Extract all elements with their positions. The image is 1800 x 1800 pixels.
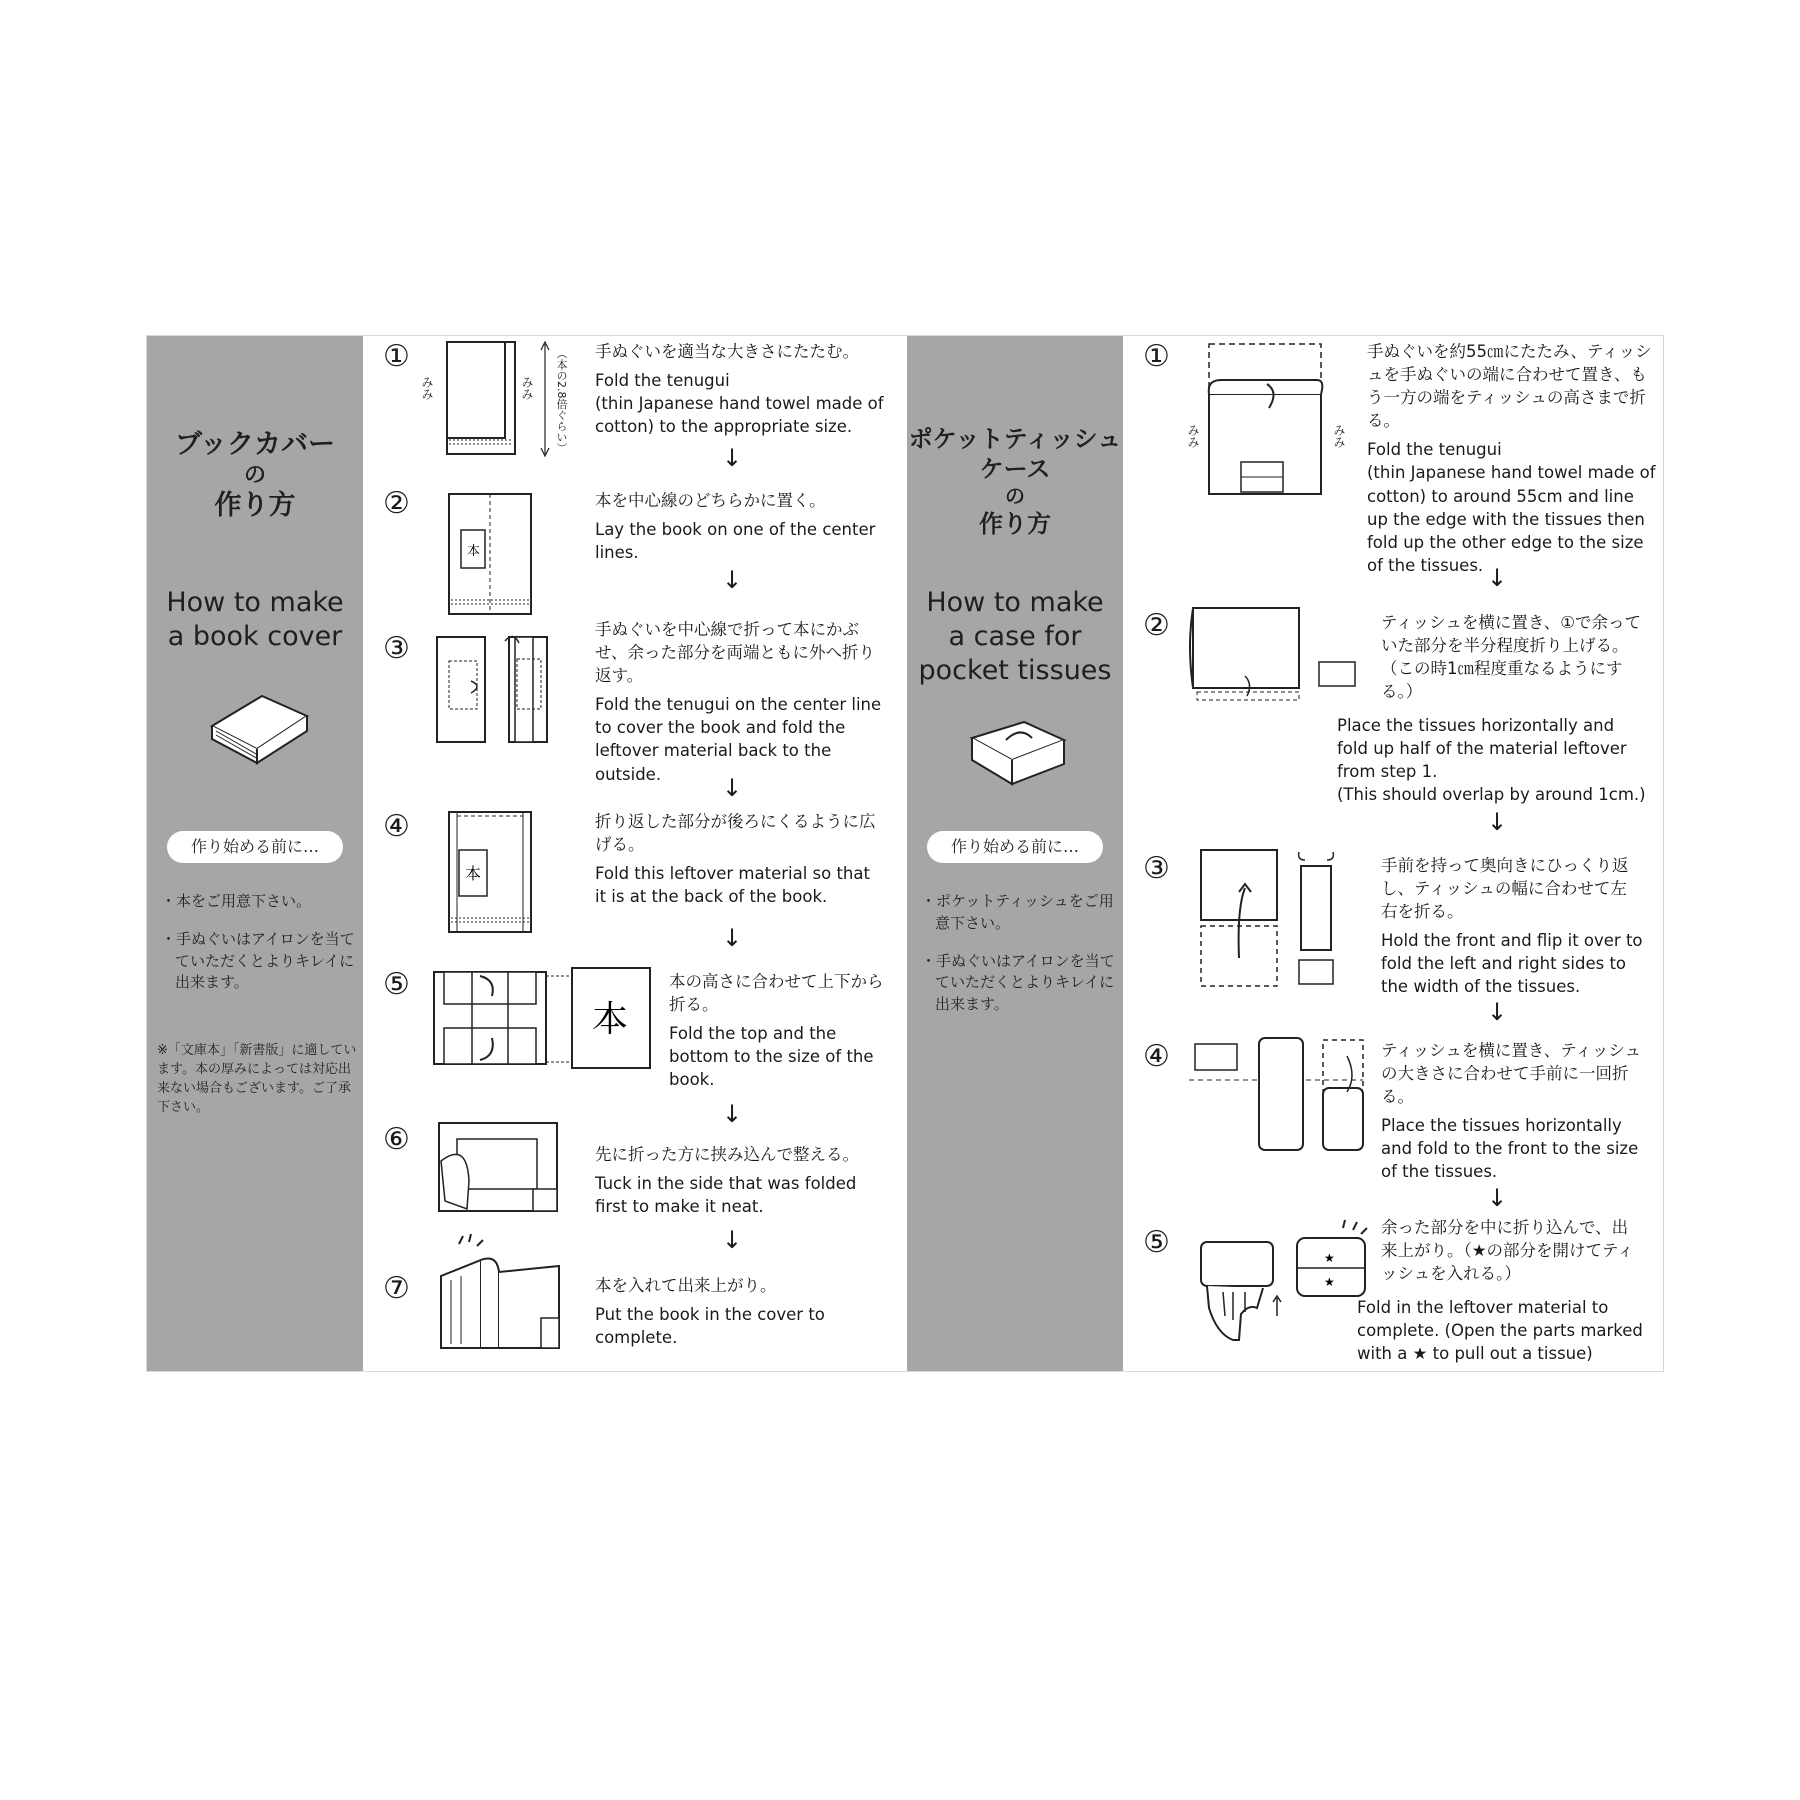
step-text xyxy=(1381,854,1643,999)
step-number: ② xyxy=(1143,608,1170,643)
step-number: ④ xyxy=(383,809,410,844)
down-arrow-icon: ↓ xyxy=(1487,564,1508,592)
step-en: Fold the tenugui (thin Japanese hand towel made of cotton) to around 55cm and line up the edge with the tissues then fold up the other edge to the size of the tissues. xyxy=(1367,440,1656,575)
step-text xyxy=(1381,1039,1643,1184)
step-jp: 余った部分を中に折り込んで、出来上がり。（★の部分を開けてティッシュを入れる。） xyxy=(1381,1218,1634,1284)
book-kanji-label: 本 xyxy=(465,864,482,883)
step-jp: ティッシュを横に置き、ティッシュの大きさに合わせて手前に一回折る。 xyxy=(1381,1041,1642,1107)
tissue-title-jp-line: ケース xyxy=(979,454,1051,483)
finished-book-cover-illustration xyxy=(437,1236,567,1356)
step-en: Put the book in the cover to complete. xyxy=(595,1305,825,1348)
down-arrow-icon: ↓ xyxy=(1487,808,1508,836)
step-jp: 本の高さに合わせて上下から折る。 xyxy=(669,972,884,1015)
step-en: Fold this leftover material so that it is at the back of the book. xyxy=(595,864,870,907)
selvage-label: みみ xyxy=(420,376,434,400)
star-icon: ★ xyxy=(1324,1251,1335,1265)
step-number: ③ xyxy=(1143,851,1170,886)
book-format-note: ※「文庫本」「新書版」に適しています。本の厚みによっては対応出来ない場合もございます。ご了承下さい。 xyxy=(157,1043,357,1115)
step-en: Tuck in the side that was folded first to make it neat. xyxy=(595,1174,857,1217)
tissue-title-jp-line: の xyxy=(1005,484,1025,508)
book-kanji-label: 本 xyxy=(592,999,629,1040)
down-arrow-icon: ↓ xyxy=(722,1100,743,1128)
step-number: ⑤ xyxy=(383,967,410,1002)
down-arrow-icon: ↓ xyxy=(722,1226,743,1254)
step-en: Fold the tenugui on the center line to cover the book and fold the leftover material back to the outside. xyxy=(595,695,882,784)
selvage-label: みみ xyxy=(520,376,534,400)
tissue-title-en-line: pocket tissues xyxy=(918,654,1112,686)
step-en: Lay the book on one of the center lines. xyxy=(595,520,876,563)
book-title-jp xyxy=(147,428,363,523)
down-arrow-icon: ↓ xyxy=(722,924,743,952)
leftover-back-illustration xyxy=(447,810,537,935)
step-text xyxy=(669,970,889,1091)
step-en: Fold the tenugui (thin Japanese hand towel made of cotton) to the appropriate size. xyxy=(595,371,884,437)
fold-top-bottom-illustration xyxy=(432,966,657,1071)
step-jp: 折り返した部分が後ろにくるように広げる。 xyxy=(595,812,876,855)
tissue-title-jp-line: 作り方 xyxy=(979,509,1051,538)
tissue-prep-item: ・ポケットティッシュをご用意下さい。 xyxy=(921,892,1114,932)
book-prep-label: 作り始める前に… xyxy=(167,831,343,863)
step-text xyxy=(595,489,885,564)
step-number: ⑤ xyxy=(1143,1225,1170,1260)
step-number: ⑦ xyxy=(383,1271,410,1306)
step-jp: 手ぬぐいを適当な大きさにたたむ。 xyxy=(595,342,859,361)
tissue-prep-list xyxy=(921,891,1115,1032)
book-prep-list xyxy=(161,891,355,1010)
book-kanji-label: 本 xyxy=(467,544,481,559)
tissue-title-jp-line: ポケットティッシュ xyxy=(908,424,1122,453)
step-number: ① xyxy=(1143,339,1170,374)
step-text xyxy=(595,340,885,438)
fold-over-book-illustration xyxy=(435,631,560,751)
step-jp: ティッシュを横に置き、①で余っていた部分を半分程度折り上げる。（この時1㎝程度重なるようにする。） xyxy=(1381,613,1641,702)
flip-and-fold-illustration xyxy=(1197,848,1357,993)
selvage-label: みみ xyxy=(1332,424,1346,448)
step-text xyxy=(595,618,885,786)
dimension-label: （本の2.8倍ぐらい） xyxy=(555,348,568,454)
book-title-en-line: How to make xyxy=(166,587,344,618)
selvage-label: みみ xyxy=(1186,424,1200,448)
towel-with-tissues-illustration xyxy=(1207,340,1327,500)
tissue-title-en xyxy=(907,586,1123,687)
tissue-prep-label: 作り始める前に… xyxy=(927,831,1103,863)
step-text-jp-block xyxy=(1381,1216,1643,1291)
step-text-jp-block xyxy=(1381,611,1643,709)
folded-towel-illustration xyxy=(437,340,517,460)
book-prep-item: ・手ぬぐいはアイロンを当てていただくとよりキレイに出来ます。 xyxy=(161,929,355,992)
book-cover-sidebar xyxy=(147,336,363,1371)
step-text-en-block xyxy=(1357,1296,1649,1365)
dimension-arrow xyxy=(539,340,551,460)
tissue-case-sidebar xyxy=(907,336,1123,1371)
step-number: ⑥ xyxy=(383,1122,410,1157)
tissue-case-icon xyxy=(962,708,1072,788)
book-prep-item: ・本をご用意下さい。 xyxy=(161,892,312,910)
down-arrow-icon: ↓ xyxy=(722,774,743,802)
down-arrow-icon: ↓ xyxy=(1487,1184,1508,1212)
tissue-prep-item: ・手ぬぐいはアイロンを当てていただくとよりキレイに出来ます。 xyxy=(921,951,1115,1013)
star-icon: ★ xyxy=(1324,1275,1335,1289)
tissue-title-en-line: a case for xyxy=(948,620,1082,652)
fold-up-leftover-illustration xyxy=(1187,606,1367,706)
book-title-jp-line: の xyxy=(243,461,266,488)
book-title-jp-line: ブックカバー xyxy=(174,429,336,460)
instruction-sheet xyxy=(146,335,1664,1372)
step-text-en-block xyxy=(1337,714,1647,806)
step-number: ② xyxy=(383,486,410,521)
tuck-in-illustration xyxy=(437,1121,562,1216)
step-text xyxy=(595,1143,885,1218)
step-jp: 手前を持って奥向きにひっくり返し、ティッシュの幅に合わせて左右を折る。 xyxy=(1381,856,1629,922)
step-text xyxy=(1367,340,1657,577)
step-number: ③ xyxy=(383,631,410,666)
step-en: Place the tissues horizontally and fold up half of the material leftover from step 1. (This should overlap by around 1cm.) xyxy=(1337,716,1646,805)
step-number: ① xyxy=(383,339,410,374)
step-number: ④ xyxy=(1143,1039,1170,1074)
step-jp: 本を入れて出来上がり。 xyxy=(595,1276,777,1295)
step-jp: 手ぬぐいを約55㎝にたたみ、ティッシュを手ぬぐいの端に合わせて置き、もう一方の端をティッシュの高さまで折る。 xyxy=(1367,342,1652,431)
book-title-jp-line: 作り方 xyxy=(214,490,296,522)
book-title-en-line: a book cover xyxy=(167,620,343,652)
book-cover-icon xyxy=(202,691,312,771)
step-en: Place the tissues horizontally and fold to the front to the size of the tissues. xyxy=(1381,1116,1639,1182)
down-arrow-icon: ↓ xyxy=(722,566,743,594)
step-jp: 先に折った方に挟み込んで整える。 xyxy=(595,1145,859,1164)
tissue-title-jp xyxy=(907,424,1123,539)
step-jp: 手ぬぐいを中心線で折って本にかぶせ、余った部分を両端ともに外へ折り返す。 xyxy=(595,620,876,686)
book-title-en xyxy=(147,586,363,654)
finished-tissue-case-illustration xyxy=(1193,1216,1383,1346)
step-en: Fold in the leftover material to complete. (Open the parts marked with a ★ to pull out a tissue) xyxy=(1357,1298,1643,1364)
down-arrow-icon: ↓ xyxy=(722,444,743,472)
step-jp: 本を中心線のどちらかに置く。 xyxy=(595,491,826,510)
step-text xyxy=(595,810,885,908)
book-on-towel-illustration xyxy=(447,492,537,617)
step-en: Fold the top and the bottom to the size of the book. xyxy=(669,1024,874,1090)
down-arrow-icon: ↓ xyxy=(1487,998,1508,1026)
step-en: Hold the front and flip it over to fold the left and right sides to the width of the tissues. xyxy=(1381,931,1643,997)
fold-to-front-illustration xyxy=(1187,1036,1382,1156)
tissue-title-en-line: How to make xyxy=(926,587,1104,618)
step-text xyxy=(595,1274,885,1349)
